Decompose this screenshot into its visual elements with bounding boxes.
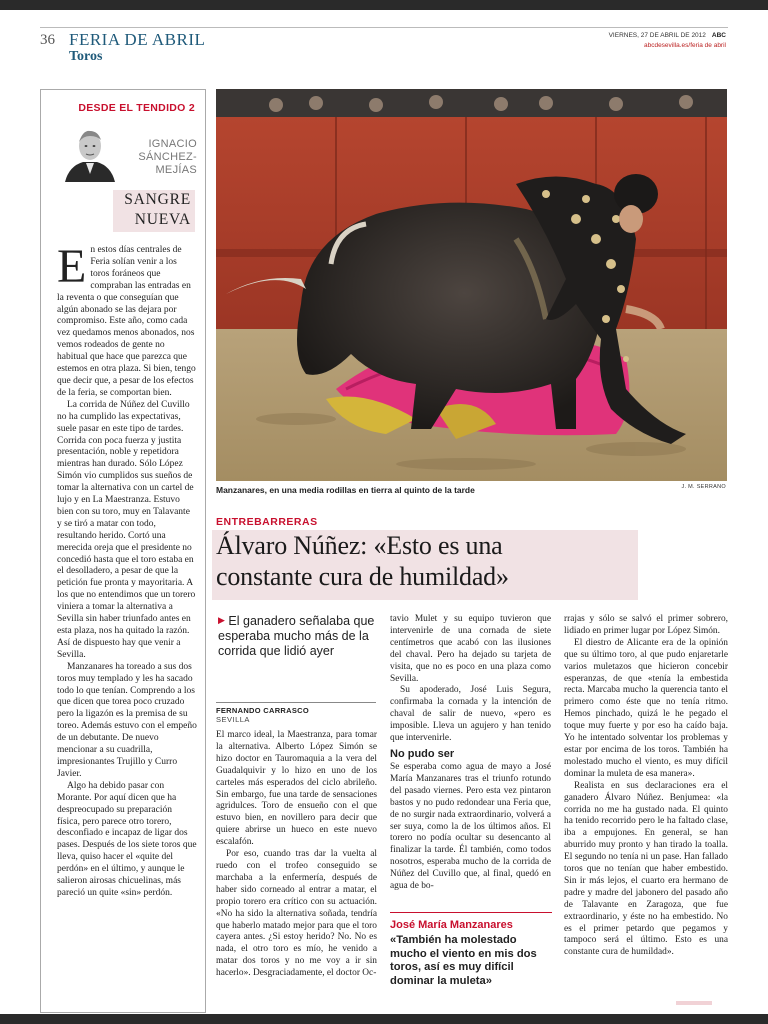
article-paragraph: Se esperaba como agua de mayo a José María Manzanares tras el triunfo rotundo del pasado viernes. Pero esta vez pintaron bastos y no pudo redondear una Feria que, de no surgir nada extraordinario, volverá a ser suya, como la de los últimos años. El torero no podía ocultar su desencanto al finalizar la tarde. Él también, como todos nosotros, esperaba mucho de la corrida de Núñez del Cuvillo que, al final, quedó en agua de bo- [390,762,551,892]
column-body: En estos días centrales de Feria solían venir a los toros foráneos que compraban las entradas en la reventa o que conseguían que algún abonado se las dejara por compromiso. Este año, como cada vez quedamos menos abonados, nos vemos rodeados de gente no habitual que hace que parezca que estemos en otra plaza. Si bien, tengo que decir que, a pesar de los efectos de la feria, se comportan bien. La corrida de Núñez del Cuvillo no ha cumplido las expectativas, suele pasar en este tipo de tardes. Corrida con poca fuerza y justita presentación, noble y repetidora mientras han durado. Sólo López Simón vio cumplidos sus sueños de tomar la alternativa con un cartel de lujo y en La Maestranza. Estuvo bien con su toro, muy en Talavante y se tiró a matar con todo, resultando herido. Cortó una merecida oreja que el presidente no concedió hasta que el toro estaba en el desolladero, a pesar de que la petición fue pronta y mayoritaria. A los que no entendimos que un torero viniera a tomar la alternativa a Sevilla sin haber triunfado antes en esta plaza, nos ha quitado la razón. Así de dispuesto hay que venir a Sevilla. Manzanares ha toreado a sus dos toros muy templado y les ha sacado todo lo que tenían. Comprendo a los que dicen que torea poco cruzado pero la ligazón es la premisa de su toreo. Además estuvo con el empeño de un debutante. De nuevo mencionar a su cuadrilla, impresionantes Trujillo y Curro Javier. Algo ha debido pasar con Morante. Por aquí dicen que ha despreocupado su preparación física, pero parece otro torero, desconfiado e incapaz de ligar dos pases. Después de los siete toros que lleva, quiso hacer el «quite del perdón» en el último, y aunque le salieron airosas chicuelinas, más pareció un quite «sin» perdón. [57,240,197,898]
article-column-2b [390,762,551,893]
date: VIERNES, 27 DE ABRIL DE 2012 [608,32,706,39]
column-paragraph: Algo ha debido pasar con Morante. Por aquí dicen que ha despreocupado su preparación física, pero parece otro torero, desconfiado e incapaz de ligar dos pases. Después de los siete toros que lleva, quiso hacer el «quite del perdón» en el último, y aunque le salieron airosas chicuelinas, más pareció un quite «sin» perdón. [57,780,197,898]
article-paragraph: El marco ideal, la Maestranza, para tomar la alternativa. Alberto López Simón se hizo doctor en Tauromaquia a la vera del Guadalquivir y lo hizo en uno de los carteles más esperados del ciclo abrileño. Sin embargo, fue una tarde de sensaciones agridulces. Toro de ensueño con el que estuvo bien, en novillero para decir que quiere abrirse un hueco en este nuevo escalafón. [216,730,377,848]
header-rule [40,27,728,28]
top-bar [0,0,768,10]
brand: ABC [711,32,726,39]
column-title: SANGRE NUEVA [113,190,195,232]
article-column-3 [564,614,728,959]
opinion-column [40,89,206,1013]
column-paragraph: La corrida de Núñez del Cuvillo no ha cumplido las expectativas, suele pasar en este tipo de tardes. Corrida con poca fuerza y justita presentación, noble y repetidora mientras han durado. Sólo López Simón vio cumplidos sus sueños de tomar la alternativa con un cartel de lujo y en La Maestranza. Estuvo bien con su toro, muy en Talavante y se tiró a matar con todo, resultando herido. Cortó una merecida oreja que el presidente no concedió hasta que el toro estaba en el desolladero, a pesar de que la petición fue pronta y mayoritaria. A los que no entendimos que un torero viniera a tomar la alternativa a Sevilla sin haber triunfado antes en esta plaza, nos ha quitado la razón. Así de dispuesto hay que venir a Sevilla. [57,399,196,660]
byline-name: FERNANDO CARRASCO [216,706,310,715]
article-paragraph: Por eso, cuando tras dar la vuelta al ruedo con el trofeo conseguido se marchaba a la enfermería, después de haber sido corneado al entrar a matar, el propio torero era crítico con su actuación. «No ha sido la alternativa soñada, tendría que haberlo matado mejor para que el toro cayera antes. ¿Si estoy herido? No. No es nada, el otro toro es mío, he venido a matar dos toros y no me voy a ir sin hacerlo». Desgraciadamente, el doctor Oc- [216,849,377,979]
article-paragraph: El diestro de Alicante era de la opinión que su último toro, al que pudo enjaretarle varios muletazos que hicieron concebir esperanzas, de que «tenía la embestida recta. Marcaba mucho la querencia tanto el primero como éste que no tenía ritmo. Hemos pinchado, quizá le he pegado el toque muy fuerte y por eso ha caído baja. Yo he intentado solventar los problemas y estar por encima de los toros. También ha molestado mucho el viento, es muy difícil dominar la muleta de esa manera». [564,637,728,779]
quote-text: «También ha molestado mucho el viento en mis dos toros, así es muy difícil dominar la muleta» [390,934,537,987]
article-column-2 [390,614,551,745]
article-paragraph: rrajas y sólo se salvó el primer sobrero, lidiado en primer lugar por López Simón. [564,614,728,636]
article-column-1 [216,730,377,980]
end-mark [676,1001,712,1005]
column-kicker: DESDE EL TENDIDO 2 [78,102,195,114]
article-section-label: ENTREBARRERAS [216,516,318,528]
article-paragraph: tavio Mulet y su equipo tuvieron que intervenirle de una cornada de siete centímetros que acabó con las ilusiones del chaval. Pero ha dejado su tarjeta de visita, que no es poco en una plaza como Sevilla. [390,614,551,684]
article-paragraph: Su apoderado, José Luis Segura, confirmaba la cornada y la intención de chaval de salir de nuevo, «pero es imposible. Lleva un agujero y han tenido que intervenirle. [390,685,551,744]
subsection-title: Toros [69,49,103,64]
bullfight-photo [216,89,727,481]
photo-caption: Manzanares, en una media rodillas en tierra al quinto de la tarde [216,485,475,495]
article-headline: Álvaro Núñez: «Esto es una constante cura de humildad» [212,530,638,600]
bottom-bar [0,1014,768,1024]
page-number: 36 [40,32,55,48]
photo-credit: J. M. SERRANO [681,484,726,490]
dateline [609,31,726,51]
drop-cap: E [57,240,87,293]
byline-place: SEVILLA [216,715,250,724]
byline [216,702,376,724]
article-subhead: ▶ El ganadero señalaba que esperaba mucho más de la corrida que lidió ayer [218,614,375,658]
article-paragraph: Realista en sus declaraciones era el ganadero Álvaro Núñez. Benjumea: «la corrida no me ha gustado nada. El quinto ha tenido recorrido pero le ha faltado clase, iba a empujones. En general, se han aburrido muy pronto y han tirado la toalla. El segundo no tenía ni un pase. Han fallado toros que no tenían que haber embestido. Sin ir más lejos, el cuarto era hermano de padre y madre del jabonero del pasado año de Talavante en Zaragoza, que fue extraordinario, y éste no ha embestido. No es el primer petardo que pegamos y tampoco será el último. Esto es una constante cura de humildad». [564,780,728,958]
quote-author: José María Manzanares [390,919,513,931]
column-paragraph: Manzanares ha toreado a sus dos toros muy templado y les ha sacado todo lo que tenían. Comprendo a los que dicen que torea poco cruzado pero la ligazón es la premisa de su toreo. Además estuvo con el empeño de un debutante. De nuevo mencionar a su cuadrilla, impresionantes Trujillo y Curro Javier. [57,661,197,779]
section-title: FERIA DE ABRIL [69,30,206,49]
section-url[interactable]: abcdesevilla.es/feria de abril [643,42,726,49]
author-photo [61,122,119,182]
pull-quote [390,912,552,988]
author-name: IGNACIO SÁNCHEZ- MEJÍAS [138,138,197,176]
intertitle: No pudo ser [390,748,455,760]
triangle-icon: ▶ [218,615,225,625]
